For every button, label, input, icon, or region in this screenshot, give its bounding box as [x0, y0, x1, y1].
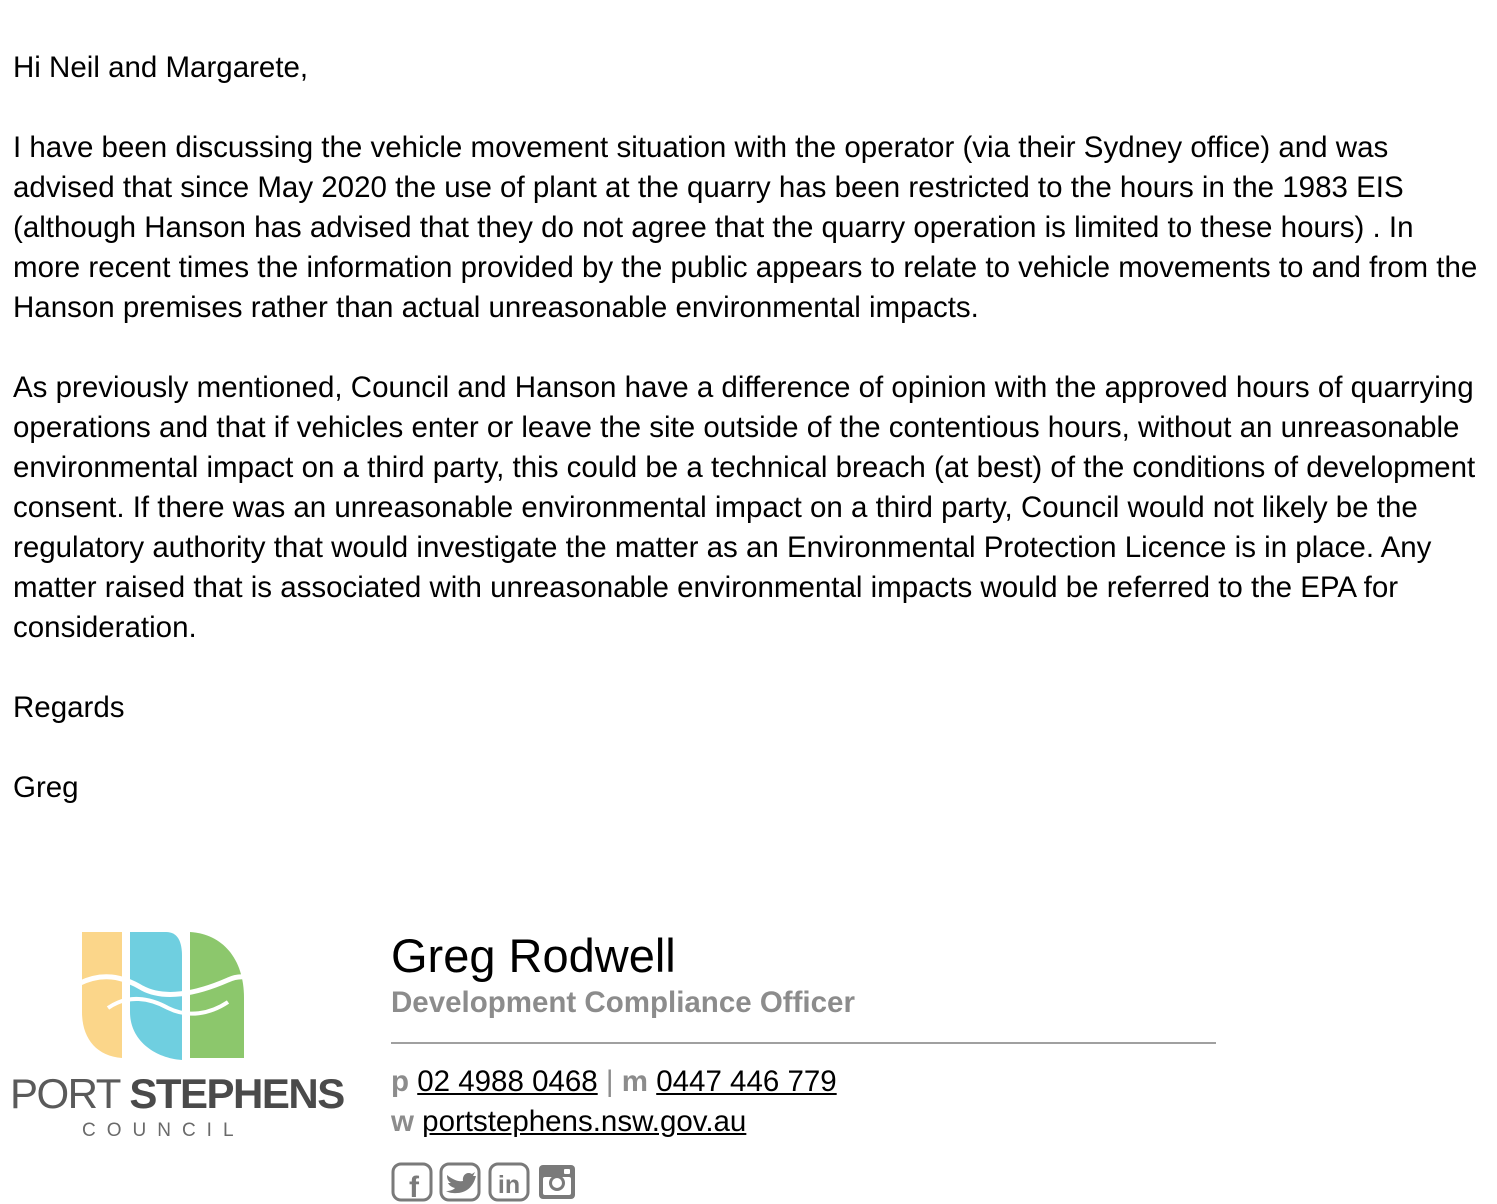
signature-web-line: [391, 1102, 837, 1142]
signature-phone-line: [391, 1062, 837, 1102]
council-emblem-icon: [78, 928, 258, 1068]
logo-word-port: PORT: [10, 1070, 120, 1117]
contact-separator: |: [605, 1065, 614, 1098]
website-link[interactable]: portstephens.nsw.gov.au: [422, 1105, 747, 1138]
mobile-link[interactable]: 0447 446 779: [656, 1065, 837, 1098]
linkedin-glyph: in: [497, 1171, 521, 1199]
port-stephens-council-logo: [10, 928, 344, 1148]
phone-link[interactable]: 02 4988 0468: [417, 1065, 598, 1098]
facebook-glyph: f: [409, 1171, 419, 1202]
email-sender-name: Greg: [13, 771, 79, 804]
logo-word-council: COUNCIL: [82, 1120, 245, 1141]
phone-label: p: [391, 1065, 410, 1098]
signature-role: Development Compliance Officer: [391, 986, 855, 1019]
logo-word-stephens: STEPHENS: [129, 1070, 344, 1117]
signature-name: Greg Rodwell: [391, 929, 676, 982]
email-signature: [391, 928, 855, 1202]
linkedin-icon[interactable]: [488, 1162, 530, 1202]
facebook-icon[interactable]: [391, 1162, 433, 1202]
web-label: w: [391, 1105, 414, 1138]
signature-divider: [391, 1042, 1216, 1044]
email-body: [13, 48, 1483, 808]
mobile-label: m: [621, 1065, 649, 1098]
social-links: [391, 1162, 580, 1202]
twitter-icon[interactable]: [439, 1162, 481, 1202]
emblem-green-leaf: [190, 932, 244, 1058]
instagram-icon[interactable]: [536, 1162, 578, 1202]
emblem-yellow-leaf: [82, 932, 122, 1058]
signature-contact: [391, 1062, 837, 1142]
email-greeting: Hi Neil and Margarete,: [13, 51, 309, 84]
email-paragraph-1: I have been discussing the vehicle movement situation with the operator (via their Sydney office) and was advised that since May 2020 the use of plant at the quarry has been restricted to the hours in the 1983 EIS (although Hanson has advised that they do not agree that the quarry operation is limited to these hours) . In more recent times the information provided by the public appears to relate to vehicle movements to and from the Hanson premises rather than actual unreasonable environmental impacts.: [13, 131, 1478, 324]
email-closing: Regards: [13, 691, 125, 724]
logo-wordmark: [10, 1070, 344, 1117]
email-paragraph-2: As previously mentioned, Council and Hanson have a difference of opinion with the approved hours of quarrying operations and that if vehicles enter or leave the site outside of the contentious hours, without an unreasonable environmental impact on a third party, this could be a technical breach (at best) of the conditions of development consent. If there was an unreasonable environmental impact on a third party, Council would not likely be the regulatory authority that would investigate the matter as an Environmental Protection Licence is in place. Any matter raised that is associated with unreasonable environmental impacts would be referred to the EPA for consideration.: [13, 371, 1476, 644]
